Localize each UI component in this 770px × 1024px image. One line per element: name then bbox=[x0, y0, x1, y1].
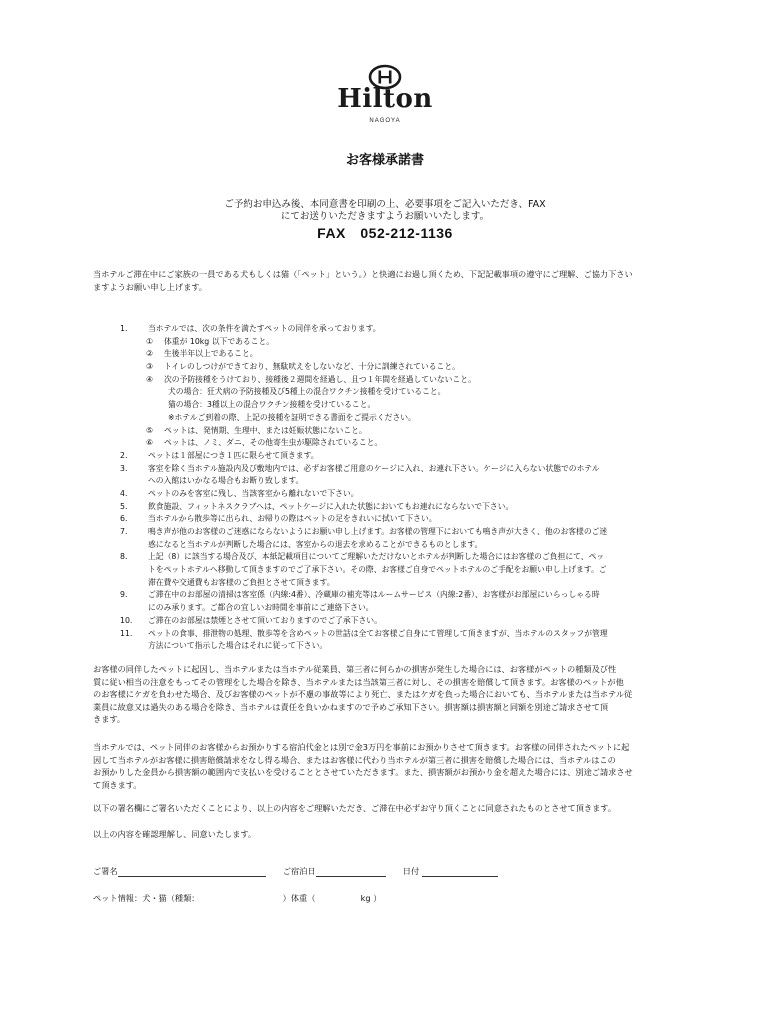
rule-number: 3. bbox=[120, 463, 128, 473]
rule-number: 9. bbox=[120, 590, 128, 600]
rule-item bbox=[120, 361, 680, 374]
date-field[interactable] bbox=[422, 867, 498, 877]
consent-statement: 以下の署名欄にご署名いただくことにより、以上の内容をご理解いただき、ご滞在中必ずお守り頂くことに同意されたものとさせて頂きます。 bbox=[93, 803, 617, 813]
rule-number: 5. bbox=[120, 501, 128, 511]
deposit-paragraph bbox=[93, 741, 681, 791]
rule-item bbox=[120, 450, 680, 463]
rule-text: ご滞在のお部屋は禁煙とさせて頂いておりますのでご了承下さい。 bbox=[148, 615, 382, 625]
rule-text: ペットは、発情期、生理中、または妊娠状態にないこと。 bbox=[164, 425, 367, 435]
liability-line: 質に従い相当の注意をもってその管理をした場合を除き、当ホテルまたは当該第三者に対し、その損害を賠償して頂きます。お客様のペットが他 bbox=[93, 676, 624, 687]
deposit-line: お預かりした金員から損害額の範囲内で支払いを受けることとさせていただきます。また、損害額がお預かり金を超えた場合には、別途ご請求させ bbox=[93, 767, 633, 777]
rule-text: トイレのしつけができており、無駄吠えをしないなど、十分に訓練されていること。 bbox=[164, 362, 460, 372]
rule-text: 飲食施設、フィットネスクラブへは、ペットケージに入れた状態においてもお連れにならないで下さい。 bbox=[148, 501, 514, 511]
rule-text: トをペットホテルへ移動して頂きますのでご了承下さい。その際、お客様ご自身でペットホテルのご手配をお願い申し上げます。ご bbox=[148, 565, 607, 575]
rule-text: ※ホテルご到着の際、上記の接種を証明できる書面をご提示ください。 bbox=[168, 412, 416, 422]
pet-weight-label: ）体重（ bbox=[282, 893, 316, 903]
rule-text: 犬の場合：狂犬病の予防接種及び5種上の混合ワクチン接種を受けていること。 bbox=[168, 387, 446, 397]
rule-item bbox=[120, 336, 680, 349]
rule-text: 客室を除く当ホテル施設内及び敷地内では、必ずお客様ご用意のケージに入れ、お連れ下さい。ケージに入らない状態でのホテル bbox=[148, 463, 600, 473]
rule-text: ペットの食事、排泄物の処理、散歩等を含めペットの世話は全てお客様ご自身にて管理して頂きますが、当ホテルのスタッフが管理 bbox=[148, 628, 608, 638]
lead-paragraph bbox=[93, 268, 681, 293]
rule-number: ⑤ bbox=[146, 425, 153, 435]
rule-number: 1. bbox=[120, 324, 128, 333]
pet-info-row bbox=[93, 893, 381, 904]
rule-number: 8. bbox=[120, 552, 128, 562]
liability-line: きます。 bbox=[93, 714, 126, 724]
rule-text: への入館はいかなる場合もお断り致します。 bbox=[148, 476, 304, 486]
rule-item bbox=[120, 628, 680, 641]
rule-text: 猫の場合：3種以上の混合ワクチン接種を受けていること。 bbox=[168, 400, 376, 410]
rule-item bbox=[120, 374, 680, 387]
signature-row bbox=[93, 866, 498, 877]
kg-label: kg ） bbox=[360, 893, 382, 903]
rule-item bbox=[120, 501, 680, 514]
rule-text: ペットは、ノミ、ダニ、その他寄生虫が駆除されていること。 bbox=[164, 438, 383, 448]
liability-line: お客様の同伴したペットに起因し、当ホテルまたは当ホテル従業員、第三者に何らかの損害が発生した場合には、お客様がペットの種類及び性 bbox=[93, 664, 617, 674]
rule-number: ⑥ bbox=[146, 438, 153, 448]
rule-item bbox=[120, 526, 680, 539]
lead-line-2: ますようお願い申し上げます。 bbox=[93, 281, 207, 292]
lead-line-1: 当ホテルご滞在中にご家族の一員である犬もしくは猫（「ペット」という。）と快適にお過し頂くため、下記記載事項の遵守にご理解、ご協力下さい bbox=[93, 269, 633, 279]
rule-number: ② bbox=[146, 349, 153, 359]
rule-item bbox=[120, 437, 680, 450]
rule-item bbox=[120, 348, 680, 361]
rule-text: にのみ承ります。ご都合の宜しいお時間を事前にご連絡下さい。 bbox=[148, 603, 374, 613]
signature-field[interactable] bbox=[118, 867, 266, 877]
rule-text: 次の予防接種をうけており、接種後２週間を経過し、且つ１年間を経過していないこと。 bbox=[164, 374, 476, 384]
rule-item bbox=[120, 615, 680, 628]
rule-item bbox=[120, 539, 680, 552]
signature-label: ご署名 bbox=[93, 866, 118, 876]
rule-item bbox=[120, 602, 680, 615]
rule-text: ご滞在中のお部屋の清掃は客室係（内線:4番）、冷蔵庫の補充等はルームサービス（内線:2番）、お客様がお部屋にいらっしゃる時 bbox=[148, 590, 600, 600]
rule-number: ① bbox=[146, 336, 153, 346]
rule-item bbox=[120, 399, 680, 412]
intro-line-2: にてお送りいただきますようお願いいたします。 bbox=[280, 211, 490, 222]
rule-text: 当ホテルでは、次の条件を満たすペットの同伴を承っております。 bbox=[148, 324, 381, 333]
rule-text: 惑になると当ホテルが判断した場合には、客室からの退去を求めることができるものとします。 bbox=[148, 539, 483, 549]
rule-item bbox=[120, 425, 680, 438]
rule-item bbox=[120, 323, 680, 336]
rule-text: ペットのみを客室に残し、当該客室から離れないで下さい。 bbox=[148, 488, 359, 498]
rule-item bbox=[120, 412, 680, 425]
rules-list bbox=[120, 323, 680, 653]
rule-item bbox=[120, 513, 680, 526]
rule-text: 方法について指示した場合はそれに従って下さい。 bbox=[148, 641, 328, 651]
deposit-line: て頂きます。 bbox=[93, 779, 142, 790]
rule-text: 体重が 10kg 以下であること。 bbox=[164, 336, 275, 346]
liability-paragraph bbox=[93, 663, 681, 726]
rule-number: 6. bbox=[120, 514, 128, 524]
stay-date-field[interactable] bbox=[316, 867, 386, 877]
deposit-line: 因して当ホテルがお客様に損害賠償請求をなし得る場合、またはお客様に代わり当ホテルが第三者に損害を賠償した場合には、当ホテルはこの bbox=[93, 754, 616, 765]
document-title: お客様承諾書 bbox=[345, 153, 424, 168]
rule-number: 10. bbox=[120, 615, 133, 625]
rule-text: 鳴き声が他のお客様のご迷惑にならないようにお願い申し上げます。お客様の管理下においても鳴き声が大きく、他のお客様のご迷 bbox=[148, 527, 608, 536]
rule-text: 当ホテルから散歩等に出られ、お帰りの際はペットの足をきれいに拭いて下さい。 bbox=[148, 514, 437, 524]
rule-item bbox=[120, 386, 680, 399]
rule-number: 2. bbox=[120, 450, 128, 460]
deposit-line: 当ホテルでは、ペット同伴のお客様からお預かりする宿泊代金とは別で金3万円を事前にお預かりさせて頂きます。お客様の同伴されたペットに起 bbox=[93, 742, 630, 752]
rule-number: 11. bbox=[120, 628, 133, 638]
rule-item bbox=[120, 551, 680, 564]
rule-number: ③ bbox=[146, 362, 153, 372]
rule-item bbox=[120, 640, 680, 653]
rule-item bbox=[120, 577, 680, 590]
rule-item bbox=[120, 475, 680, 488]
rule-text: 生後半年以上であること。 bbox=[164, 349, 258, 359]
rule-text: ペットは１部屋につき１匹に限らせて頂きます。 bbox=[148, 450, 319, 460]
rule-number: 7. bbox=[120, 527, 128, 536]
intro-line-1: ご予約お申込み後、本同意書を印刷の上、必要事項をご記入いただき、FAX bbox=[224, 199, 546, 210]
rule-text: 上記（8）に該当する場合及び、本紙記載項目についてご理解いただけないとホテルが判断した場合にはお客様のご負担にて、ペッ bbox=[148, 552, 605, 562]
consent-agreement: 以上の内容を確認理解し、同意いたします。 bbox=[93, 829, 257, 839]
rule-number: 4. bbox=[120, 488, 128, 498]
rule-item bbox=[120, 488, 680, 501]
rule-number: ④ bbox=[146, 374, 153, 384]
rule-item bbox=[120, 589, 680, 602]
liability-line: 業員に故意又は過失のある場合を除き、当ホテルは責任を負いかねますので予めご承知下さい。損害額は損害額と同額を別途ご請求させて頂 bbox=[93, 701, 609, 712]
fax-number: FAX 052-212-1136 bbox=[317, 225, 453, 241]
pet-info-label: ペット情報：犬・猫（種類： bbox=[93, 893, 200, 903]
rule-item bbox=[120, 463, 680, 476]
rule-item bbox=[120, 564, 680, 577]
stay-date-label: ご宿泊日 bbox=[282, 866, 316, 876]
hilton-logo-text: Hilton bbox=[337, 84, 433, 114]
liability-line: のお客様にケガを負わせた場合、及びお客様のペットが不慮の事故等により死亡、またはケガを負った場合においても、当ホテルまたは当ホテル従 bbox=[93, 689, 633, 699]
rule-text: 滞在費や交通費もお客様のご負担とさせて頂きます。 bbox=[148, 577, 335, 587]
date-label: 日付 bbox=[402, 866, 420, 876]
hilton-location: NAGOYA bbox=[369, 118, 401, 124]
